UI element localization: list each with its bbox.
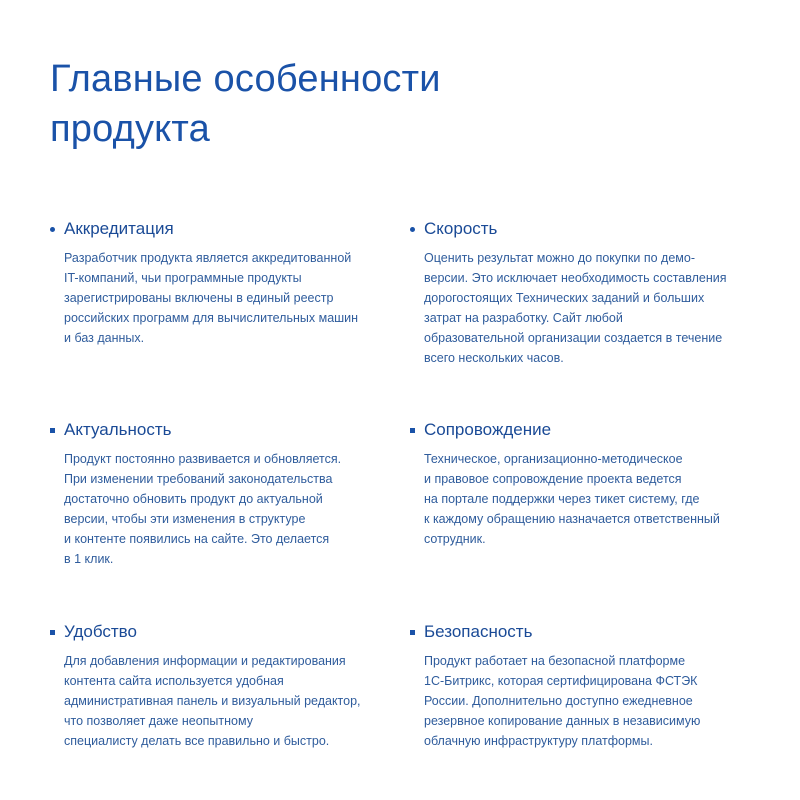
feature-header bbox=[50, 217, 380, 241]
feature-title: Сопровождение bbox=[424, 420, 552, 439]
feature-convenience bbox=[50, 620, 380, 751]
bullet-icon bbox=[50, 630, 55, 635]
feature-relevance bbox=[50, 418, 380, 569]
page-title bbox=[50, 54, 690, 154]
bullet-icon bbox=[50, 227, 55, 232]
feature-description: Для добавления информации и редактирования контента сайта используется удобная административная панель и визуальный редактор, что позволяет даже неопытному специалисту делать все правильно и быстро. bbox=[64, 654, 361, 748]
feature-header bbox=[50, 620, 380, 644]
feature-description: Продукт работает на безопасной платформе 1С-Битрикс, которая сертифицирована ФСТЭК России. Дополнительно доступно ежедневное резервное копирование данных в независимую облачную инфраструктуру платформы. bbox=[424, 654, 701, 748]
feature-header bbox=[410, 418, 740, 442]
feature-title: Аккредитация bbox=[64, 219, 174, 238]
feature-header bbox=[410, 620, 740, 644]
feature-description: Разработчик продукта является аккредитованной IT-компаний, чьи программные продукты зарегистрированы включены в единый реестр российских программ для вычислительных машин и баз данных. bbox=[64, 251, 359, 345]
bullet-icon bbox=[410, 630, 415, 635]
feature-description: Техническое, организационно-методическое и правовое сопровождение проекта ведется на портале поддержки через тикет систему, где к каждому обращению назначается ответственный сотрудник. bbox=[424, 452, 720, 546]
feature-support bbox=[410, 418, 740, 549]
feature-security bbox=[410, 620, 740, 751]
bullet-icon bbox=[50, 428, 55, 433]
page-title-line-2: продукта bbox=[50, 108, 210, 150]
feature-title: Безопасность bbox=[424, 622, 533, 641]
feature-title: Скорость bbox=[424, 219, 498, 238]
feature-header bbox=[50, 418, 380, 442]
feature-speed bbox=[410, 217, 740, 368]
feature-header bbox=[410, 217, 740, 241]
feature-accreditation bbox=[50, 217, 380, 348]
feature-title: Удобство bbox=[64, 622, 137, 641]
feature-description: Оценить результат можно до покупки по демо- версии. Это исключает необходимость составления дорогостоящих Технических заданий и больших затрат на разработку. Сайт любой образовательной организации создается в течение всего нескольких часов. bbox=[424, 251, 727, 365]
feature-description: Продукт постоянно развивается и обновляется. При изменении требований законодательства достаточно обновить продукт до актуальной версии, чтобы эти изменения в структуре и контенте появились на сайте. Это делается в 1 клик. bbox=[64, 452, 342, 566]
bullet-icon bbox=[410, 227, 415, 232]
bullet-icon bbox=[410, 428, 415, 433]
page-title-line-1: Главные особенности bbox=[50, 58, 441, 100]
feature-title: Актуальность bbox=[64, 420, 172, 439]
